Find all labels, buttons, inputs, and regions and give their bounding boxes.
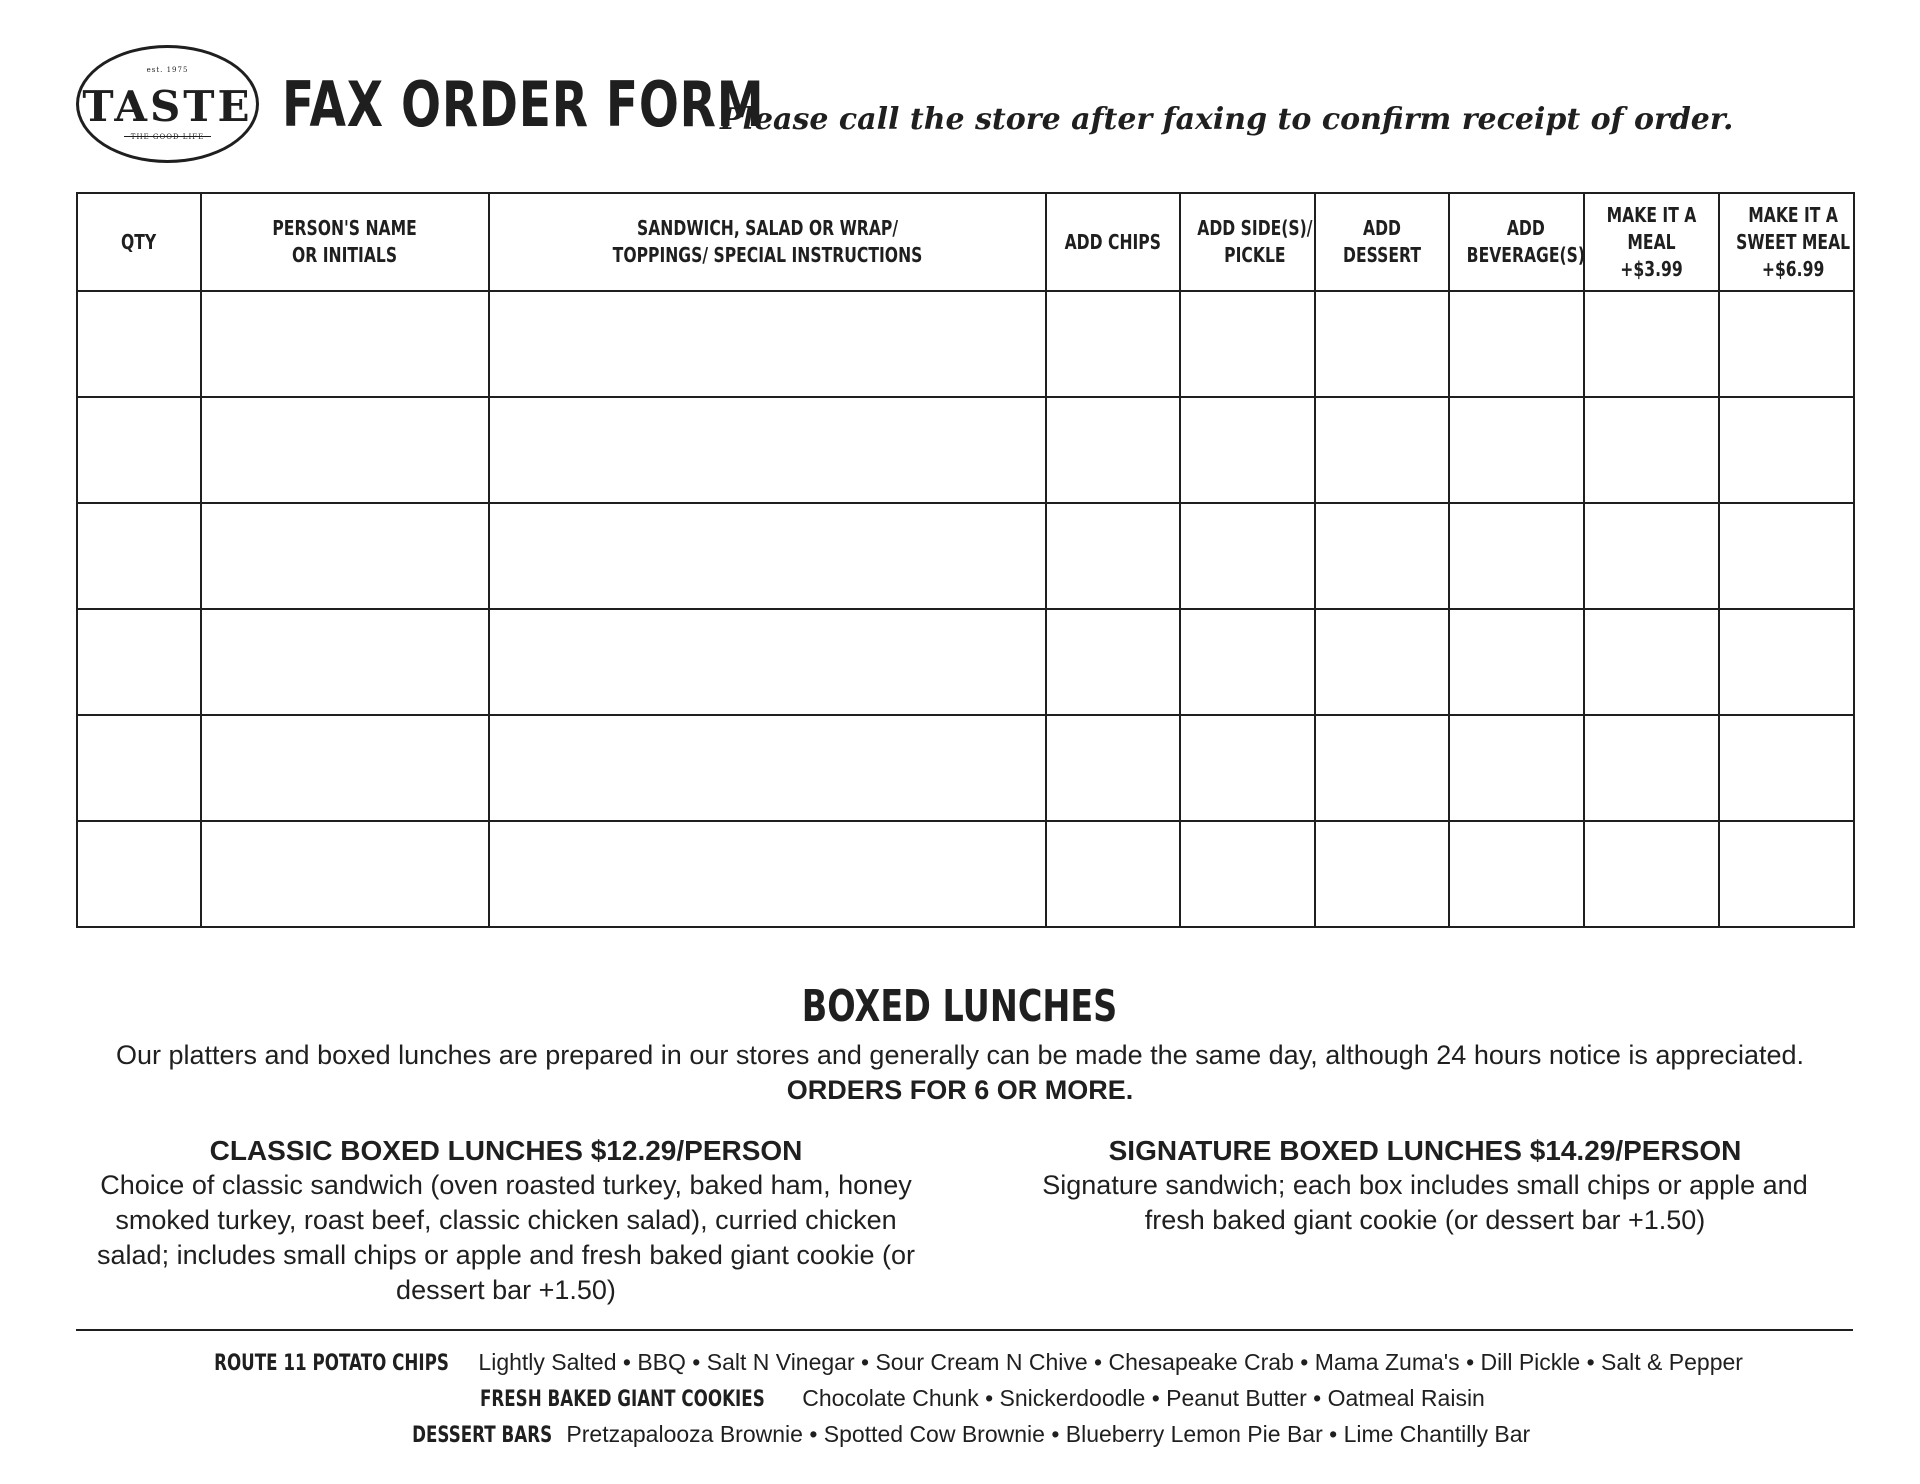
boxed-intro-bold: ORDERS FOR 6 OR MORE. [786,1075,1134,1105]
order-table-header [77,193,1854,291]
order-cell[interactable] [77,715,201,821]
column-header [1180,193,1315,291]
order-cell[interactable] [1584,821,1719,927]
order-cell[interactable] [201,291,489,397]
order-cell[interactable] [1719,397,1854,503]
order-cell[interactable] [1315,715,1449,821]
boxed-lunches-intro [100,1038,1820,1108]
order-cell[interactable] [1584,715,1719,821]
classic-heading: CLASSIC BOXED LUNCHES $12.29/PERSON [209,1135,803,1166]
classic-description: Choice of classic sandwich (oven roasted turkey, baked ham, honey smoked turkey, roast beef, classic chicken salad), curried chicken salad; includes small chips or apple and fresh baked giant cookie (or dessert bar +1.50) [97,1170,915,1305]
order-cell[interactable] [1180,503,1315,609]
order-cell[interactable] [77,503,201,609]
cookies-label: FRESH BAKED GIANT COOKIES [480,1387,765,1412]
signature-description: Signature sandwich; each box includes small chips or apple and fresh baked giant cookie (or dessert bar +1.50) [1042,1170,1808,1235]
order-cell[interactable] [1315,397,1449,503]
order-cell[interactable] [1180,715,1315,821]
order-cell[interactable] [1449,503,1584,609]
order-cell[interactable] [1315,503,1449,609]
order-cell[interactable] [1046,821,1180,927]
order-cell[interactable] [201,397,489,503]
order-cell[interactable] [1046,503,1180,609]
order-row [77,715,1854,821]
page-subtitle: Please call the store after faxing to confirm receipt of order. [720,102,1734,137]
order-cell[interactable] [1180,397,1315,503]
logo-name: TASTE [82,82,253,131]
order-cell[interactable] [77,609,201,715]
order-cell[interactable] [1315,821,1449,927]
column-header [489,193,1046,291]
boxed-lunches-title [0,981,1920,1032]
page-title: FAX ORDER FORM [282,68,765,141]
order-row [77,397,1854,503]
order-cell[interactable] [1719,503,1854,609]
order-cell[interactable] [1180,609,1315,715]
order-cell[interactable] [201,609,489,715]
order-cell[interactable] [201,715,489,821]
order-cell[interactable] [489,609,1046,715]
order-row [77,291,1854,397]
bars-line [0,1417,1920,1453]
bars-label: DESSERT BARS [411,1423,552,1448]
boxed-intro-text: Our platters and boxed lunches are prepared in our stores and generally can be made the same day, although 24 hours notice is appreciated. [115,1040,1805,1070]
order-cell[interactable] [1449,821,1584,927]
order-cell[interactable] [77,821,201,927]
order-cell[interactable] [489,821,1046,927]
column-header-label: ADD DESSERT [1342,216,1421,267]
order-cell[interactable] [1449,715,1584,821]
cookies-line [0,1381,1920,1417]
order-row [77,609,1854,715]
column-header [201,193,489,291]
classic-boxed-lunches [76,1133,936,1308]
signature-boxed-lunches [1010,1133,1840,1238]
column-header-label: QTY [121,229,157,254]
order-cell[interactable] [201,821,489,927]
taste-logo [76,45,259,163]
order-cell[interactable] [1719,291,1854,397]
footer [0,1345,1920,1453]
order-cell[interactable] [1046,609,1180,715]
order-cell[interactable] [1584,291,1719,397]
order-cell[interactable] [1584,397,1719,503]
cookies-items: Chocolate Chunk • Snickerdoodle • Peanut Butter • Oatmeal Raisin [802,1385,1485,1411]
order-table-body [77,291,1854,927]
order-cell[interactable] [1449,609,1584,715]
logo-tagline: THE GOOD LIFE [130,133,205,141]
order-table [76,192,1855,928]
order-cell[interactable] [1315,609,1449,715]
column-header-label: ADD CHIPS [1064,229,1162,254]
column-header [1315,193,1449,291]
bars-items: Pretzapalooza Brownie • Spotted Cow Brownie • Blueberry Lemon Pie Bar • Lime Chantilly Bar [566,1421,1531,1447]
order-cell[interactable] [1180,291,1315,397]
column-header-label: SANDWICH, SALAD OR WRAP/ TOPPINGS/ SPECIAL INSTRUCTIONS [612,216,923,267]
footer-divider [76,1329,1853,1331]
order-cell[interactable] [1584,609,1719,715]
column-header-label: MAKE IT A SWEET MEAL +$6.99 [1736,202,1851,281]
order-cell[interactable] [201,503,489,609]
logo-est: est. 1975 [146,66,189,74]
order-cell[interactable] [489,397,1046,503]
order-cell[interactable] [1449,291,1584,397]
order-cell[interactable] [77,397,201,503]
order-cell[interactable] [1046,397,1180,503]
boxed-lunches-title-text: BOXED LUNCHES [802,981,1118,1032]
column-header-label: ADD SIDE(S)/ PICKLE [1197,216,1313,267]
order-cell[interactable] [489,715,1046,821]
order-cell[interactable] [1719,715,1854,821]
order-cell[interactable] [77,291,201,397]
order-cell[interactable] [1046,291,1180,397]
order-cell[interactable] [1719,609,1854,715]
column-header [77,193,201,291]
order-cell[interactable] [1180,821,1315,927]
order-cell[interactable] [1449,397,1584,503]
order-cell[interactable] [489,503,1046,609]
column-header-label: PERSON'S NAME OR INITIALS [272,216,418,267]
column-header [1449,193,1584,291]
order-cell[interactable] [1584,503,1719,609]
order-row [77,503,1854,609]
chips-line [0,1345,1920,1381]
chips-label: ROUTE 11 POTATO CHIPS [214,1351,449,1376]
order-cell[interactable] [1719,821,1854,927]
chips-items: Lightly Salted • BBQ • Salt N Vinegar • Sour Cream N Chive • Chesapeake Crab • Mama Zuma's • Dill Pickle • Salt & Pepper [478,1349,1743,1375]
order-cell[interactable] [1315,291,1449,397]
column-header [1719,193,1854,291]
order-row [77,821,1854,927]
order-cell[interactable] [489,291,1046,397]
signature-heading: SIGNATURE BOXED LUNCHES $14.29/PERSON [1108,1135,1742,1166]
order-cell[interactable] [1046,715,1180,821]
column-header-label: MAKE IT A MEAL +$3.99 [1606,202,1697,281]
header [76,45,1856,170]
column-header-label: ADD BEVERAGE(S) [1466,216,1586,267]
column-header [1584,193,1719,291]
column-header [1046,193,1180,291]
